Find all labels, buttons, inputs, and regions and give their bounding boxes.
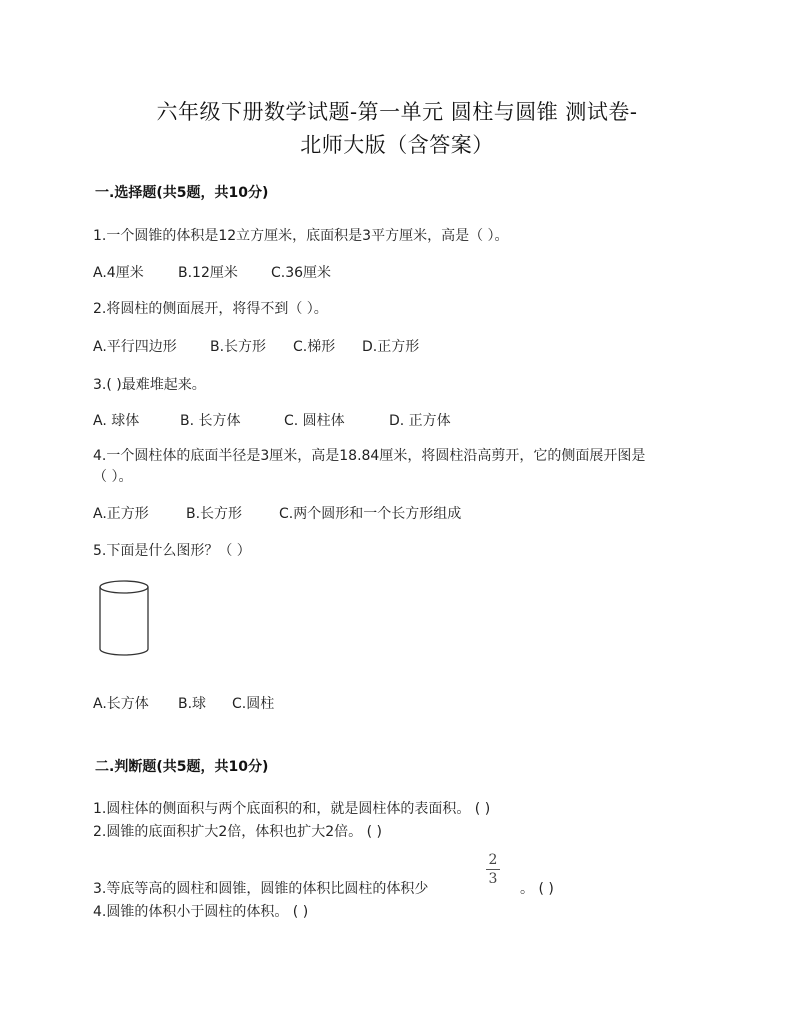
q2-option-c: C.梯形 [293,339,336,355]
q1-stem: 1.一个圆锥的体积是12立方厘米，底面积是3平方厘米，高是（ ）。 [93,228,509,244]
section-2-heading: 二.判断题(共5题，共10分) [95,759,269,775]
fraction-denominator: 3 [488,871,498,887]
q2-option-d: D.正方形 [362,339,420,355]
judge-q3-answer-bracket: 。 ( ) [520,881,554,897]
fraction-bar [486,869,500,870]
q1-option-b: B.12厘米 [178,265,238,281]
q4-stem-line-2: （ ）。 [93,469,133,485]
q4-stem-line-1: 4.一个圆柱体的底面半径是3厘米，高是18.84厘米，将圆柱沿高剪开，它的侧面展开图是 [93,448,646,464]
judge-q4: 4.圆锥的体积小于圆柱的体积。 ( ) [93,904,309,920]
title-line-1: 六年级下册数学试题-第一单元 圆柱与圆锥 测试卷- [156,100,638,124]
q5-stem: 5.下面是什么图形？（ ） [93,543,251,559]
judge-q2: 2.圆锥的底面积扩大2倍，体积也扩大2倍。 ( ) [93,824,382,840]
q3-option-c: C. 圆柱体 [284,413,345,429]
q4-option-b: B.长方形 [186,506,243,522]
q3-option-d: D. 正方体 [389,413,451,429]
q4-option-a: A.正方形 [93,506,149,522]
judge-q3-text: 3.等底等高的圆柱和圆锥，圆锥的体积比圆柱的体积少 [93,881,429,897]
judge-q3-fraction [486,852,500,887]
cylinder-top-ellipse [100,581,148,593]
q3-option-b: B. 长方体 [180,413,241,429]
section-1-heading: 一.选择题(共5题，共10分) [95,185,269,201]
cylinder-figure [96,577,154,659]
q3-stem: 3.( )最难堆起来。 [93,377,206,393]
cylinder-bottom-arc [100,649,148,655]
judge-q1: 1.圆柱体的侧面积与两个底面积的和，就是圆柱体的表面积。 ( ) [93,801,491,817]
q2-option-a: A.平行四边形 [93,339,177,355]
q5-option-c: C.圆柱 [232,696,275,712]
q1-option-c: C.36厘米 [271,265,332,281]
q3-option-a: A. 球体 [93,413,140,429]
q2-stem: 2.将圆柱的侧面展开，将得不到（ ）。 [93,301,328,317]
q1-option-a: A.4厘米 [93,265,144,281]
q5-option-b: B.球 [178,696,207,712]
q4-option-c: C.两个圆形和一个长方形组成 [279,506,462,522]
title-line-2: 北师大版（含答案） [300,133,494,157]
q2-option-b: B.长方形 [210,339,267,355]
fraction-numerator: 2 [488,852,498,868]
q5-option-a: A.长方体 [93,696,149,712]
